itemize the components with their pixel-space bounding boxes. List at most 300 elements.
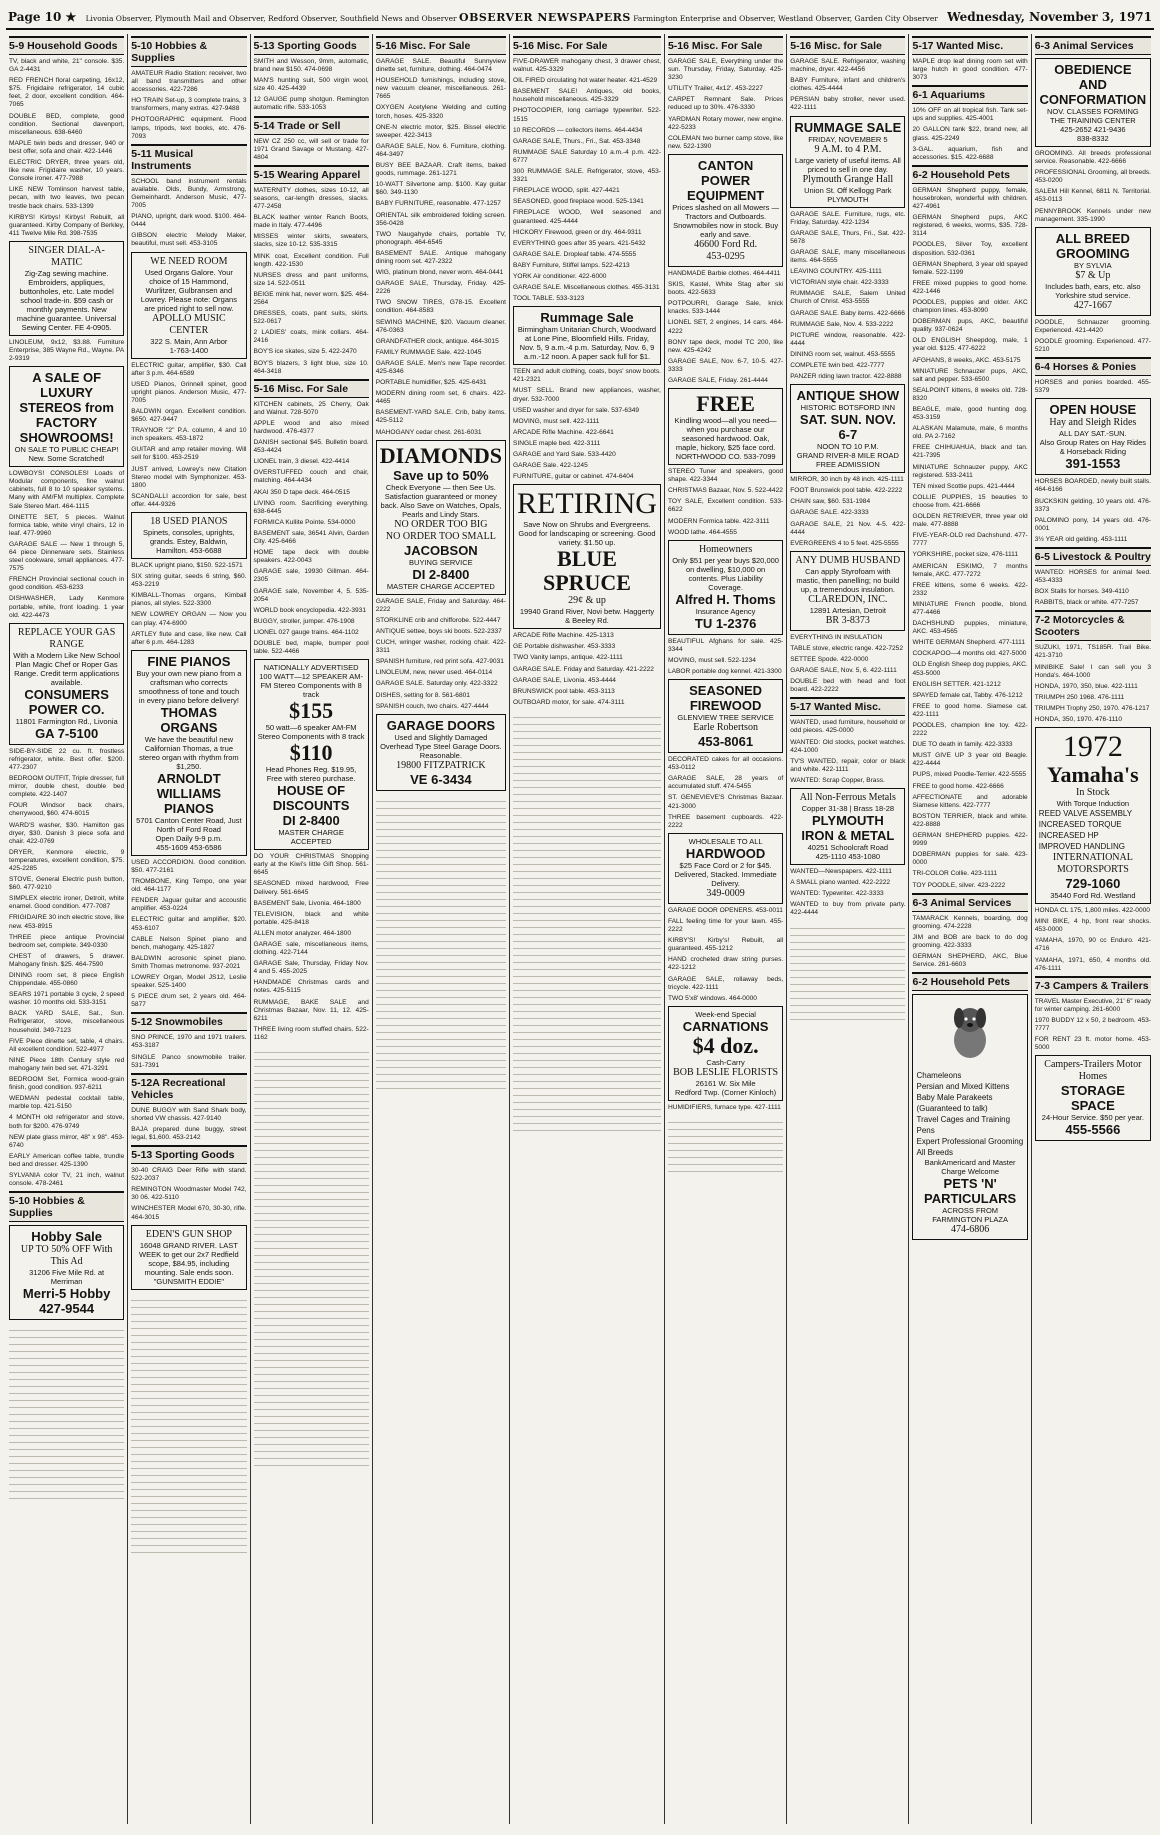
classified-ad: GARAGE SALE, Everything under the sun. Thursday, Friday, Saturday. 425-3230 — [667, 58, 784, 82]
classified-ad: MISSES winter skirts, sweaters, slacks, size 10-12. 535-3315 — [253, 233, 369, 249]
classified-ad: MUST GIVE UP 3 year old Beagle. 422-4444 — [912, 752, 1028, 768]
classified-ad: SEASONED mixed hardwood, Free Delivery. 561-6645 — [253, 880, 369, 896]
classified-ad: NURSES dress and pant uniforms, size 14. 522-0511 — [253, 271, 369, 287]
classified-ad: LINOLEUM, new, never used. 464-0114 — [375, 669, 493, 677]
classified-ad: KIRBYS! Kirbys! Kirbys! Rebuilt, all guaranteed. Kirby Company of Berkley, 411 Twelve Mile Rd. 398-7535 — [9, 213, 125, 237]
classifieds-grid — [6, 34, 1154, 1824]
classified-ad: FRENCH Provincial sectional couch in good condition. 453-6233 — [9, 576, 125, 592]
section-header: 5-13 Sporting Goods — [254, 36, 369, 55]
classified-ad: THREE basement cupboards. 422-2222 — [667, 813, 784, 829]
section-header: 6-3 Animal Services — [912, 893, 1027, 912]
display-ad-northwood: FREE Kindling wood—all you need—when you purchase our seasoned hardwood. Oak, maple, hickory, $25 face cord. NORTHWOOD CO. 533-7099 — [668, 388, 783, 465]
classified-ad: PIANO, upright, dark wood. $100. 464-0444 — [131, 213, 247, 229]
classified-ad: OXYGEN Acetylene Welding and cutting torch, hoses. 425-3320 — [375, 104, 506, 120]
classified-ad: GARAGE SALE, 21 Nov. 4-5. 422-4444 — [790, 520, 906, 536]
section-header: 5-17 Wanted Misc. — [912, 36, 1027, 55]
classified-ad: TAMARACK Kennels, boarding, dog grooming. 474-2228 — [912, 914, 1028, 930]
classified-ad: WIG, platinum blond, never worn. 464-0441 — [375, 269, 504, 277]
classified-list — [1035, 907, 1151, 973]
classified-ad: STEREO Tuner and speakers, good shape. 422-3344 — [667, 468, 784, 484]
classified-ad: MIRROR, 30 inch by 48 inch. 425-1111 — [790, 476, 904, 484]
classified-ad: WARD'S washer, $30. Hamilton gas dryer, $30. Danish 3 piece sofa and chair. 422-0769 — [9, 821, 125, 845]
classified-ad: FURNITURE, guitar or cabinet. 474-6404 — [512, 473, 634, 481]
classified-ad: GE Portable dishwasher. 453-3333 — [512, 643, 616, 651]
classified-ad: SIX string guitar, seeds 6 string, $60. 453-2219 — [131, 573, 247, 589]
classified-ad: JUST arrived, Lowrey's new Citation Stereo model with Symphonizer. 453-1800 — [131, 465, 247, 489]
classified-ad: WANTED: Typewriter. 422-3333 — [790, 890, 884, 898]
masthead-brand: OBSERVER NEWSPAPERS — [458, 10, 631, 24]
classified-ad: HAND crocheted draw string purses. 422-1212 — [667, 956, 784, 972]
classified-ad: TOY SALE, Excellent condition. 533-6622 — [667, 498, 784, 514]
classified-ad: SPANISH furniture, red print sofa. 427-9031 — [375, 658, 504, 666]
classified-ad: OUTBOARD motor, for sale. 474-3111 — [512, 698, 625, 706]
classified-ad: KITCHEN cabinets, 25 Cherry, Oak and Walnut. 728-5070 — [253, 400, 369, 416]
page-number: Page 10 ★ — [8, 10, 77, 24]
classified-list — [254, 138, 369, 162]
classified-ad: ELECTRIC guitar and amplifier, $20. 453-6107 — [131, 916, 247, 932]
dog-illustration-icon — [945, 1002, 995, 1062]
classified-ad: TELEVISION, black and white portable. 425-8418 — [253, 910, 369, 926]
display-ad-training-center: OBEDIENCE AND CONFORMATION NOV. CLASSES FORMING THE TRAINING CENTER 425-2652 421-9436 838-8332 — [1035, 58, 1151, 147]
classified-ad: WANTED: HORSES for animal feed. 453-4333 — [1034, 568, 1151, 585]
classified-ad: SIMPLEX electric ironer, Detroit, white enamel. Good condition. 477-7087 — [9, 895, 125, 911]
classified-ad: COCKAPOO—4 months old. 427-5000 — [912, 650, 1027, 658]
classified-ad: DOBERMAN puppies for sale. 423-0000 — [912, 851, 1028, 867]
classified-ad: AFGHANS, 8 weeks, AKC. 453-5175 — [912, 356, 1021, 364]
list-item: IMPROVED HANDLING — [1038, 842, 1125, 852]
classified-ad: LIKE NEW Tomlinson harvest table, pecan, with two leaves, two pecan trestle back chairs. 533-1399 — [9, 186, 125, 210]
list-item: REED VALVE ASSEMBLY — [1038, 809, 1133, 819]
fine-print — [376, 795, 506, 1095]
classified-ad: GARAGE Sale. 422-1245 — [512, 462, 588, 470]
classified-list — [131, 1107, 246, 1142]
classified-ad: GARAGE sale, 19930 Gillman. 464-2305 — [253, 568, 369, 584]
classified-ad: DOUBLE bed with head and foot board. 422-2222 — [790, 678, 906, 694]
section-header: 6-2 Household Pets — [912, 165, 1027, 184]
classified-ad: YAMAHA, 1971, 650, 4 months old. 476-1111 — [1034, 956, 1151, 972]
classified-ad: KIRBY'S! Kirby's! Rebuilt, all guaranteed. 455-1212 — [667, 937, 784, 953]
classified-ad: 4 MONTH old refrigerator and stove, both for $200. 476-9749 — [9, 1114, 125, 1130]
classified-ad: FREE to good home. 422-6666 — [912, 782, 1004, 790]
column-6 — [665, 34, 787, 1824]
classified-list — [131, 362, 246, 510]
classified-ad: AKAI 350 D tape deck. 464-0515 — [253, 488, 350, 496]
classified-ad: 10% OFF on all tropical fish. Tank set-ups and supplies. 425-4001 — [912, 107, 1028, 123]
display-ad-blue-spruce: RETIRING Save Now on Shrubs and Evergreens. Good for landscaping or screening. Good variety. $1.50 up. BLUE SPRUCE 29¢ & up 19940 Grand River, Novi betw. Haggerty & Beeley Rd. — [513, 484, 661, 629]
classified-ad: GERMAN SHEPHERD, AKC, Blue Service. 261-6603 — [912, 952, 1028, 969]
classified-list — [668, 468, 783, 537]
classified-ad: MAPLE twin beds and dresser, 940 or best offer, sofa and chair. 422-1446 — [9, 139, 125, 155]
classified-ad: BASEMENT sale, 36541 Alvin, Garden City. 425-6466 — [253, 529, 369, 546]
classified-ad: LIVING room. Sacrificing everything. 638-6445 — [253, 499, 369, 515]
classified-list — [131, 1034, 246, 1069]
classified-ad: FALL feeling time for your lawn. 455-2222 — [667, 917, 784, 934]
classified-ad: ALASKAN Malamute, male, 6 months old. PA 2-7162 — [912, 425, 1028, 441]
classified-ad: 12 GAUGE pump shotgun. Remington automatic rifle. 533-1053 — [253, 96, 369, 112]
classified-list — [1035, 379, 1151, 395]
classified-ad: GARAGE SALE. Saturday only. 422-3322 — [375, 680, 498, 688]
display-ad-consumers: REPLACE YOUR GAS RANGE With a Modern Like New School Plan Magic Chef or Roper Gas Range. Credit term applications available. CONSUMERS POWER CO. 11801 Farmington Rd., Livonia GA 7-5100 — [9, 623, 124, 745]
classified-list — [9, 748, 124, 1188]
classified-ad: MODERN dining room set, 6 chairs. 422-4465 — [375, 390, 506, 406]
section-header: 5-16 Misc. For Sale — [513, 36, 661, 55]
classified-ad: GARAGE SALE, Nov. 6-7, 10-5. 427-3333 — [667, 357, 784, 373]
classified-ad: OIL FIRED circulating hot water heater. 421-4529 — [512, 77, 658, 85]
classified-ad: GROOMING. All breeds professional service. Reasonable. 422-6666 — [1034, 150, 1151, 166]
classified-ad: SEARS 1971 portable 3 cycle, 2 speed washer. 10 months old. 533-3151 — [9, 991, 125, 1007]
classified-ad: YAMAHA, 1970, 90 cc Enduro. 421-4716 — [1034, 937, 1151, 953]
classified-ad: SCANDALLI accordion for sale, best offer. 444-9326 — [131, 492, 247, 508]
section-header: 5-16 Misc. For Sale — [254, 379, 369, 398]
classified-list — [254, 58, 369, 113]
section-header: 5-16 Misc. for Sale — [790, 36, 905, 55]
section-header: 5-10 Hobbies & Supplies — [131, 36, 246, 67]
classified-list — [668, 58, 783, 151]
classified-ad: NEW LOWREY ORGAN — Now you can play. 474-6900 — [131, 611, 247, 627]
classified-ad: GARAGE SALE, many miscellaneous items. 464-5555 — [790, 248, 906, 265]
classified-list — [1035, 569, 1151, 607]
classified-ad: HOUSEHOLD furnishings, including stove, new vacuum cleaner, miscellaneous. 261-7665 — [375, 77, 506, 101]
classified-ad: WEDMAN pedestal cocktail table, marble top. 421-5150 — [9, 1095, 125, 1111]
list-item: INCREASED TORQUE — [1038, 820, 1122, 830]
classified-ad: FOUR Windsor back chairs, cherrywood, $60. 474-6015 — [9, 802, 125, 818]
classified-ad: SALEM Hill Kennel, 6811 N. Territorial. 453-0113 — [1034, 188, 1151, 204]
classified-ad: WANTED: Old stocks, pocket watches. 424-1000 — [790, 738, 906, 754]
column-7 — [787, 34, 909, 1824]
section-header: 5-16 Misc. For Sale — [376, 36, 506, 55]
classified-ad: HOME tape deck with double speakers. 422-0043 — [253, 549, 369, 565]
classified-ad: BABY FURNITURE, reasonable. 477-1257 — [375, 200, 501, 208]
classified-ad: GARAGE SALE, Livonia. 453-4444 — [512, 676, 616, 684]
classified-ad: SETTEE Spode. 422-0000 — [790, 656, 869, 663]
issue-date: Wednesday, November 3, 1971 — [947, 10, 1152, 24]
classified-ad: ARCADE Rifle Machine. 422-6641 — [512, 428, 614, 436]
classified-list — [912, 58, 1027, 82]
classified-ad: GARAGE SALE. Friday and Saturday. 421-2222 — [512, 665, 654, 673]
classified-ad: AMERICAN ESKIMO, 7 months female, AKC. 477-7272 — [912, 562, 1028, 578]
display-ad-pianos: 18 USED PIANOS Spinets, consoles, uprights, grands. Estey, Baldwin, Hamilton. 453-6688 — [131, 512, 246, 559]
classified-list — [790, 211, 905, 382]
classified-ad: EVERGREENS 4 to 5 feet. 425-5555 — [790, 539, 899, 547]
classified-ad: PUPS, mixed Poodle-Terrier. 422-5555 — [912, 771, 1027, 779]
classified-ad: TROMBONE, King Tempo, one year old. 464-1177 — [131, 878, 247, 894]
classified-list — [131, 562, 246, 647]
classified-ad: GARAGE SALE, Friday and Saturday. 464-2222 — [375, 597, 506, 613]
classified-ad: ARCADE Rifle Machine. 425-1313 — [512, 632, 614, 640]
classified-ad: ENGLISH SETTER. 421-1212 — [912, 680, 1001, 688]
classified-ad: WORLD book encyclopedia. 422-3931 — [253, 606, 367, 614]
list-item: Expert Professional Grooming All Breeds — [916, 1137, 1024, 1158]
classified-ad: WANTED: Scrap Copper, Brass. — [790, 776, 885, 784]
display-ad-house-of-discounts: NATIONALLY ADVERTISED 100 WATT—12 SPEAKER AM-FM Stereo Components with 8 track $155 50 watt—6 speaker AM-FM Stereo Components with 8 track $110 Head Phones Reg. $19.95, Free with stereo purchase. HOUSE OF DISCOUNTS DI 2-8400 MASTER CHARGE ACCEPTED — [254, 659, 369, 850]
classified-ad: GARAGE SALE. Men's new Tape recorder. 425-6346 — [375, 359, 506, 375]
display-ad-garage-doors: GARAGE DOORS Used and Slightly Damaged Overhead Type Steel Garage Doors. Reasonable. 19800 FITZPATRICK VE 6-3434 — [376, 714, 506, 791]
column-5 — [510, 34, 665, 1824]
classified-ad: GARAGE SALE. Refrigerator, washing machine, dryer. 422-4456 — [790, 58, 906, 74]
classified-ad: POODLES, puppies and older. AKC champion lines. 453-8090 — [912, 298, 1028, 315]
classified-ad: SYLVANIA color TV, 21 inch, walnut console. 478-2461 — [9, 1171, 125, 1188]
classified-ad: AMATEUR Radio Station: receiver, two all band transmitters and other accessories. 422-7286 — [131, 70, 247, 94]
classified-ad: BOX Stalls for horses. 349-4110 — [1034, 588, 1129, 596]
classified-ad: 3-GAL. aquarium, fish and accessories. $15. 422-6688 — [912, 145, 1028, 161]
classified-list — [1035, 478, 1151, 544]
section-header: 5-11 Musical Instruments — [131, 144, 246, 175]
classified-ad: DISHES, setting for 8. 561-6801 — [375, 691, 470, 699]
masthead-papers: Livonia Observer, Plymouth Mail and Observer, Redford Observer, Southfield News and Observer OBSERVER NEWSPAPERS Farmington Enterprise and Observer, Westland Observer, Garden City Observer — [85, 10, 938, 24]
classified-ad: MINIATURE Schnauzer puppy, AKC registered. 533-2411 — [912, 463, 1028, 479]
classified-list — [376, 58, 506, 437]
classified-ad: TRIUMPH 250 1968. 476-1111 — [1034, 693, 1125, 701]
classified-ad: DRYER, Kenmore electric, 9 temperatures, excellent condition, $75. 425-2285 — [9, 848, 125, 872]
classified-ad: DACHSHUND puppies, miniature, AKC. 453-4565 — [912, 620, 1028, 636]
classified-ad: LABOR portable dog kennel. 421-3300 — [667, 668, 782, 675]
classified-ad: NINE Piece 18th Century style red mahogany twin bed set. 471-3291 — [9, 1056, 125, 1072]
classified-ad: BRUNSWICK pool table. 453-3113 — [512, 687, 615, 695]
classified-ad: GARAGE Sale, Thursday, Friday Nov. 4 and 5. 455-2025 — [253, 960, 369, 976]
classified-ad: BALDWIN organ. Excellent condition. $650. 427-9447 — [131, 407, 247, 424]
classified-ad: BEAGLE, male, good hunting dog. 453-3159 — [912, 406, 1028, 422]
classified-ad: MODERN Formica table. 422-3111 — [667, 517, 770, 525]
classified-ad: BLACK leather winter Ranch Boots, made in Italy. 477-4496 — [253, 214, 369, 230]
classified-ad: WANTED to buy from private party. 422-4444 — [790, 901, 906, 917]
classified-ad: TOOL TABLE. 533-3123 — [512, 295, 585, 303]
display-ad-diamonds: DIAMONDS Save up to 50% Check Everyone — then See Us. Satisfaction guaranteed or money back. Also Save on Watches, Opals, Pearls and Lindy Stars. NO ORDER TOO BIG NO ORDER TOO SMALL JACOBSON BUYING SERVICE DI 2-8400 MASTER CHARGE ACCEPTED — [376, 440, 506, 595]
classified-ad: SINGLE maple bed. 422-3111 — [512, 439, 601, 447]
classified-list — [513, 632, 661, 707]
classified-ad: SCHOOL band instrument rentals available. Olds, Bundy, Armstrong, Gemeinhardt. Anderson Music, 477-7005 — [131, 177, 247, 210]
classified-ad: PHOTOGRAPHIC equipment. Flood lamps, tripods, text books, etc. 476-7093 — [131, 116, 247, 140]
display-ad-hobby: Hobby Sale UP TO 50% OFF With This Ad 31206 Five Mile Rd. at Merriman Merri-5 Hobby 427-9544 — [9, 1225, 124, 1320]
classified-ad: FORMICA Kullite Pointe. 534-0000 — [253, 518, 356, 526]
classified-ad: CHRISTMAS Bazaar, Nov. 5. 522-4422 — [667, 487, 783, 495]
classified-ad: HORSES and ponies boarded. 455-5379 — [1034, 379, 1151, 395]
classified-list — [790, 476, 905, 548]
classified-ad: BOY'S ice skates, size 5. 422-2470 — [253, 348, 357, 356]
classified-ad: POTPOURRI, Garage Sale, knick knacks. 533-1444 — [667, 300, 784, 316]
classified-ad: BACK YARD SALE, Sat., Sun. Refrigerator, stove, miscellaneous household. 349-7123 — [9, 1010, 125, 1034]
classified-list — [254, 401, 369, 656]
column-1 — [6, 34, 128, 1824]
classified-ad: ONE-N electric motor, $25. Bissel electric sweeper. 422-3413 — [375, 123, 506, 139]
display-ad-antique-show: ANTIQUE SHOW HISTORIC BOTSFORD INN SAT. SUN. NOV. 6-7 NOON TO 10 P.M. GRAND RIVER-8 MILE ROAD FREE ADMISSION — [790, 384, 905, 473]
classified-ad: TRI-COLOR Collie. 423-1111 — [912, 870, 998, 878]
classified-ad: SKIS, Kastel, White Stag after ski boots. 422-5633 — [667, 281, 784, 297]
classified-ad: TRAYNOR "2" P.A. column, 4 and 10 inch speakers. 453-1872 — [131, 427, 247, 443]
classified-list — [912, 953, 1027, 969]
column-3 — [251, 34, 373, 1824]
classified-ad: RABBITS, black or white. 477-7257 — [1034, 599, 1139, 607]
classified-ad: ELECTRIC DRYER, three years old, like new. Frigidaire washer, 10 years. Console ironer. 477-7988 — [9, 159, 125, 183]
classified-ad: SEASONED, good fireplace wood. 525-1341 — [512, 198, 644, 206]
section-header: 6-4 Horses & Ponies — [1035, 357, 1151, 376]
classified-ad: BUSY BEE BAZAAR. Craft items, baked goods, rummage. 261-1271 — [375, 162, 506, 178]
classified-list — [912, 187, 1027, 890]
classified-ad: BOY'S blazers, 3 light blue, size 10. 464-3418 — [253, 359, 369, 375]
classified-ad: MINIATURE Schnauzer pups, AKC, salt and pepper. 533-6500 — [912, 367, 1028, 383]
section-header: 5-10 Hobbies & Supplies — [9, 1191, 124, 1222]
classified-ad: HO TRAIN Set-up, 3 complete trains, 3 transformers, many extras. 427-9488 — [131, 97, 247, 113]
classified-ad: DINETTE SET, 5 pieces. Walnut formica table, white vinyl chairs, 12 in leaf. 477-9960 — [9, 513, 125, 537]
classified-ad: THREE living room stuffed chairs. 522-1162 — [253, 1025, 369, 1041]
classified-ad: GOLDEN RETRIEVER, three year old male. 477-8888 — [912, 513, 1028, 529]
classified-ad: GARAGE SALE, Thurs., Fri., Sat. 453-3348 — [512, 137, 641, 145]
column-2 — [128, 34, 250, 1824]
classified-ad: NEW plate glass mirror, 48" x 98". 453-6740 — [9, 1133, 125, 1149]
classified-ad: APPLE wood and also mixed hardwood. 476-4377 — [253, 419, 369, 435]
classified-ad: GUITAR and amp retailer moving. Will sell for $100. 453-2519 — [131, 446, 247, 462]
classified-ad: BAJA prepared dune buggy, street legal, $1,600. 453-2142 — [131, 1125, 247, 1141]
classified-ad: COLEMAN two burner camp stove, like new. 522-1390 — [667, 134, 784, 150]
classified-ad: BOSTON TERRIER, black and white. 422-8888 — [912, 812, 1028, 828]
section-header: 5-16 Misc. For Sale — [668, 36, 783, 55]
section-header: 7-2 Motorcycles & Scooters — [1035, 610, 1151, 641]
classified-ad: 3½ YEAR old gelding. 453-1111 — [1034, 535, 1128, 543]
classified-ad: CARPET Remnant Sale. Prices reduced up to 30%. 476-3330 — [667, 96, 784, 112]
display-ad-thoms: Homeowners Only $51 per year buys $20,000 on dwelling, $10,000 on contents. Plus Liability Coverage. Alfred H. Thoms Insurance Agency TU 1-2376 — [668, 540, 783, 635]
display-ad-hardwood: WHOLESALE TO ALL HARDWOOD $25 Face Cord or 2 for $45. Delivered, Stacked. Immediate Delivery. 349-0009 — [668, 833, 783, 904]
section-header: 6-2 Household Pets — [912, 972, 1027, 991]
classified-list — [254, 187, 369, 376]
display-ad-canton: CANTON POWER EQUIPMENT Prices slashed on all Mowers — Tractors and Outboards. Snowmobiles now in stock. Buy early and save. 46600 Ford Rd. 453-0295 — [668, 154, 783, 267]
classified-ad: LIONEL SET, 2 engines, 14 cars. 464-4222 — [667, 319, 784, 335]
classified-ad: COLLIE PUPPIES, 15 beauties to choose from. 421-6666 — [912, 493, 1028, 509]
display-ad-storage: Campers-Trailers Motor Homes STORAGE SPACE 24-Hour Service. $50 per year. 455-5566 — [1035, 1055, 1151, 1141]
fine-print — [9, 1324, 124, 1504]
classified-ad: PENNYBROOK Kennels under new management. 335-1990 — [1034, 207, 1151, 223]
classified-ad: BALDWIN acrosonic spinet piano. Smith Thomas metronome. 937-2021 — [131, 954, 247, 970]
classified-ad: SPAYED female cat, Tabby. 476-1212 — [912, 691, 1023, 699]
classified-ad: FENDER Jaguar guitar and accoustic amplifier. 453-0224 — [131, 897, 247, 913]
classified-ad: USED ACCORDION. Good condition. $50. 477-2161 — [131, 858, 247, 874]
classified-ad: GARAGE SALE. 422-3333 — [790, 509, 869, 517]
classified-ad: DUE TO death in family. 422-3333 — [912, 741, 1013, 749]
fine-print — [254, 1046, 369, 1466]
classified-ad: MINIATURE French poodle, blond. 477-4466 — [912, 600, 1028, 616]
section-header: 5-12A Recreational Vehicles — [131, 1073, 246, 1104]
classified-ad: BEDROOM Set, Formica wood-grain finish, good condition. 937-6211 — [9, 1076, 125, 1092]
classified-ad: GARAGE SALE, 28 years of accumulated stuff. 474-5455 — [667, 775, 784, 791]
classified-ad: EVERYTHING goes after 35 years. 421-5432 — [512, 239, 646, 247]
classified-ad: SNO PRINCE, 1970 and 1971 trailers. 453-3187 — [131, 1034, 247, 1050]
classified-list — [668, 638, 783, 676]
classified-list — [790, 634, 905, 695]
classified-ad: BASEMENT-YARD SALE. Crib, baby items. 425-5112 — [375, 409, 506, 425]
classified-ad: 10-WATT Silvertone amp. $100. Kay guitar $60. 349-1130 — [375, 181, 506, 197]
classified-ad: MAPLE drop leaf dining room set with large hutch in good condition. 477-3073 — [912, 58, 1028, 82]
classified-ad: GARAGE SALE, Thursday, Friday. 425-2226 — [375, 280, 506, 296]
classified-ad: MOVING, must sell. 422-1111 — [512, 417, 600, 425]
classified-ad: GERMAN SHEPHERD puppies. 422-9999 — [912, 832, 1028, 848]
classified-ad: MUST SELL. Brand new appliances, washer, dryer. 532-7000 — [512, 387, 661, 403]
section-header: 5-14 Trade or Sell — [254, 116, 369, 135]
classified-ad: TWO SNOW TIRES, G78-15. Excellent condition. 464-8583 — [375, 299, 506, 315]
classified-ad: HUMIDIFIERS, furnace type. 427-1111 — [667, 1103, 781, 1111]
classified-list — [668, 1104, 783, 1112]
classified-ad: SPANISH couch, two chairs. 427-4444 — [375, 702, 489, 710]
classified-ad: WHITE GERMAN Shepherd. 477-1111 — [912, 639, 1025, 647]
pets-item-list — [916, 1070, 1023, 1158]
classified-list — [131, 1167, 246, 1222]
classified-list — [131, 70, 246, 141]
classified-ad: FIVE-DRAWER mahogany chest, 3 drawer chest, walnut. 425-3329 — [512, 58, 661, 74]
classified-ad: FREE CHIHUAHUA, black and tan. 421-7395 — [912, 444, 1028, 460]
classified-ad: COMPLETE twin bed. 422-7777 — [790, 361, 885, 369]
section-header: 5-15 Wearing Apparel — [254, 165, 369, 184]
display-ad-pets-n-particulars: Chameleons Persian and Mixed Kittens Baby Male Parakeets (Guaranteed to talk) Travel Cages and Training Pens Expert Professional Grooming All Breeds BankAmericard and Master Charge Welcome PETS 'N' PARTICULARS ACROSS FROM FARMINGTON PLAZA 474-6806 — [912, 994, 1027, 1240]
classified-ad: WINCHESTER Model 670, 30-30, rifle. 464-3015 — [131, 1205, 247, 1221]
display-ad-plymouth-iron: All Non-Ferrous Metals Copper 31-38 | Brass 18-28 PLYMOUTH IRON & METAL 40251 Schoolcraft Road 425-1110 453-1080 — [790, 788, 905, 865]
display-ad-claredon: ANY DUMB HUSBAND Can apply Styrofoam with mastic, then panelling; no build up, a tremendous insulation. CLAREDON, INC. 12891 Artesian, Detroit BR 3-8373 — [790, 551, 905, 631]
classified-ad: 2 LADIES' coats, mink collars. 464-2416 — [253, 329, 369, 345]
classified-ad: ARTLEY flute and case, like new. Call after 6 p.m. 464-1283 — [131, 630, 247, 646]
classified-ad: GARAGE SALE. Miscellaneous clothes. 455-3131 — [512, 284, 660, 292]
display-ad-rummage-grange: RUMMAGE SALE FRIDAY, NOVEMBER 5 9 A.M. to 4 P.M. Large variety of useful items. All priced to sell in one day. Plymouth Grange Hall Union St. Off Kellogg Park PLYMOUTH — [790, 116, 905, 208]
classified-ad: PHOTOCOPIER, long carriage typewriter. 522-1515 — [512, 107, 661, 123]
classified-ad: POODLES, champion line toy. 422-2222 — [912, 722, 1028, 738]
classified-ad: GIBSON electric Melody Maker, beautiful, must sell. 453-3105 — [131, 232, 247, 248]
classified-list — [1035, 644, 1151, 724]
yamaha-feature-list — [1039, 808, 1147, 852]
fine-print — [131, 1294, 246, 1554]
classified-list — [790, 58, 905, 113]
classified-ad: GERMAN Shepherd, 3 year old spayed female. 522-1199 — [912, 260, 1028, 276]
classified-list — [9, 58, 124, 238]
classified-ad: MINK coat, Excellent condition. Full length. 422-1530 — [253, 252, 369, 268]
classified-ad: ST. GENEVIEVE'S Christmas Bazaar. 421-3000 — [667, 794, 784, 810]
display-ad-rummage: Rummage Sale Birmingham Unitarian Church, Woodward at Lone Pine, Bloomfield Hills. Friday, Nov. 5, 9 a.m.-4 p.m. Saturday, Nov. 6, 9 a.m.-12 noon. A paper sack full for $1. — [513, 306, 661, 365]
classified-ad: DUNE BUGGY with Sand Shark body, shorted VW chassis. 427-9140 — [131, 1106, 247, 1122]
classified-ad: 20 GALLON tank $22, brand new, all glass. 425-2249 — [912, 126, 1028, 142]
classified-ad: LIONEL 027 gauge trains. 464-1102 — [253, 628, 359, 636]
classified-ad: GERMAN Shepherd puppy, female, housebroken, wonderful with children. 427-4961 — [912, 186, 1028, 211]
classified-ad: RUMMAGE SALE, Salem United Church of Christ. 453-5555 — [790, 290, 906, 306]
classified-ad: YORKSHIRE, pocket size, 476-1111 — [912, 551, 1019, 559]
classified-ad: FAMILY RUMMAGE Sale. 422-1045 — [375, 348, 482, 356]
display-ad-stereo: A SALE OF LUXURY STEREOS from FACTORY SHOWROOMS! ON SALE TO PUBLIC CHEAP! New. Some Scratched! — [9, 366, 124, 467]
classified-ad: OLD ENGLISH Sheepdog, male, 1 year old. $125. 477-6222 — [912, 337, 1028, 353]
column-8 — [909, 34, 1031, 1824]
masthead — [6, 6, 1154, 30]
classified-ad: PERSIAN baby stroller, never used. 422-1111 — [790, 96, 906, 112]
classified-ad: TWO Vanity lamps, antique. 422-1111 — [512, 654, 623, 662]
fine-print — [513, 711, 661, 1131]
classified-list — [1035, 150, 1151, 224]
classified-ad: HANDMADE Christmas cards and notes. 425-5115 — [253, 979, 369, 995]
classified-ad: GARAGE sale, November 4, 5. 535-2054 — [253, 587, 369, 603]
classified-ad: EARLY American coffee table, trundle bed and dresser. 425-1390 — [9, 1152, 125, 1168]
classified-ad: MAHOGANY cedar chest. 261-6031 — [375, 428, 482, 436]
classified-list — [790, 719, 905, 785]
classified-ad: DOBERMAN pups, AKC, beautiful quality. 937-0624 — [912, 318, 1028, 334]
classified-ad: UTILITY Trailer, 4x12'. 453-2227 — [667, 85, 763, 93]
list-item: Baby Male Parakeets (Guaranteed to talk) — [916, 1093, 993, 1114]
classified-ad: GARAGE DOOR OPENERS. 453-0011 — [667, 906, 783, 914]
section-header: 6-3 Animal Services — [1035, 36, 1151, 55]
classified-ad: BEDROOM OUTFIT, Triple dresser, full mirror, double chest, double bed complete. 422-1407 — [9, 775, 125, 799]
section-header: 5-13 Sporting Goods — [131, 1145, 246, 1164]
classified-ad: TRIUMPH Trophy 250, 1970. 476-1217 — [1034, 704, 1150, 712]
classified-ad: SIDE-BY-SIDE 22 cu. ft. frostless refrigerator, white. Best offer. $200. 477-2307 — [9, 747, 125, 771]
classified-ad: ELECTRIC guitar, amplifier, $30. Call after 3 p.m. 464-6589 — [131, 361, 247, 377]
classified-ad: 5 PIECE drum set, 2 years old. 464-5877 — [131, 993, 247, 1009]
classified-ad: GARAGE SALE, Nov. 6. Furniture, clothing. 464-3497 — [375, 142, 506, 158]
classified-ad: NEW CZ 250 cc, will sell or trade for 1971 Grand Savage or Mustang. 427-4804 — [253, 137, 369, 161]
classified-ad: ANTIQUE settee, boys ski boots. 522-2337 — [375, 627, 502, 635]
classified-list — [513, 368, 661, 481]
classified-ad: PROFESSIONAL Grooming, all breeds. 453-0200 — [1034, 169, 1151, 185]
classified-ad: OLD English Sheep dog puppies, AKC. 453-5000 — [912, 661, 1028, 677]
classified-list — [1035, 319, 1151, 354]
